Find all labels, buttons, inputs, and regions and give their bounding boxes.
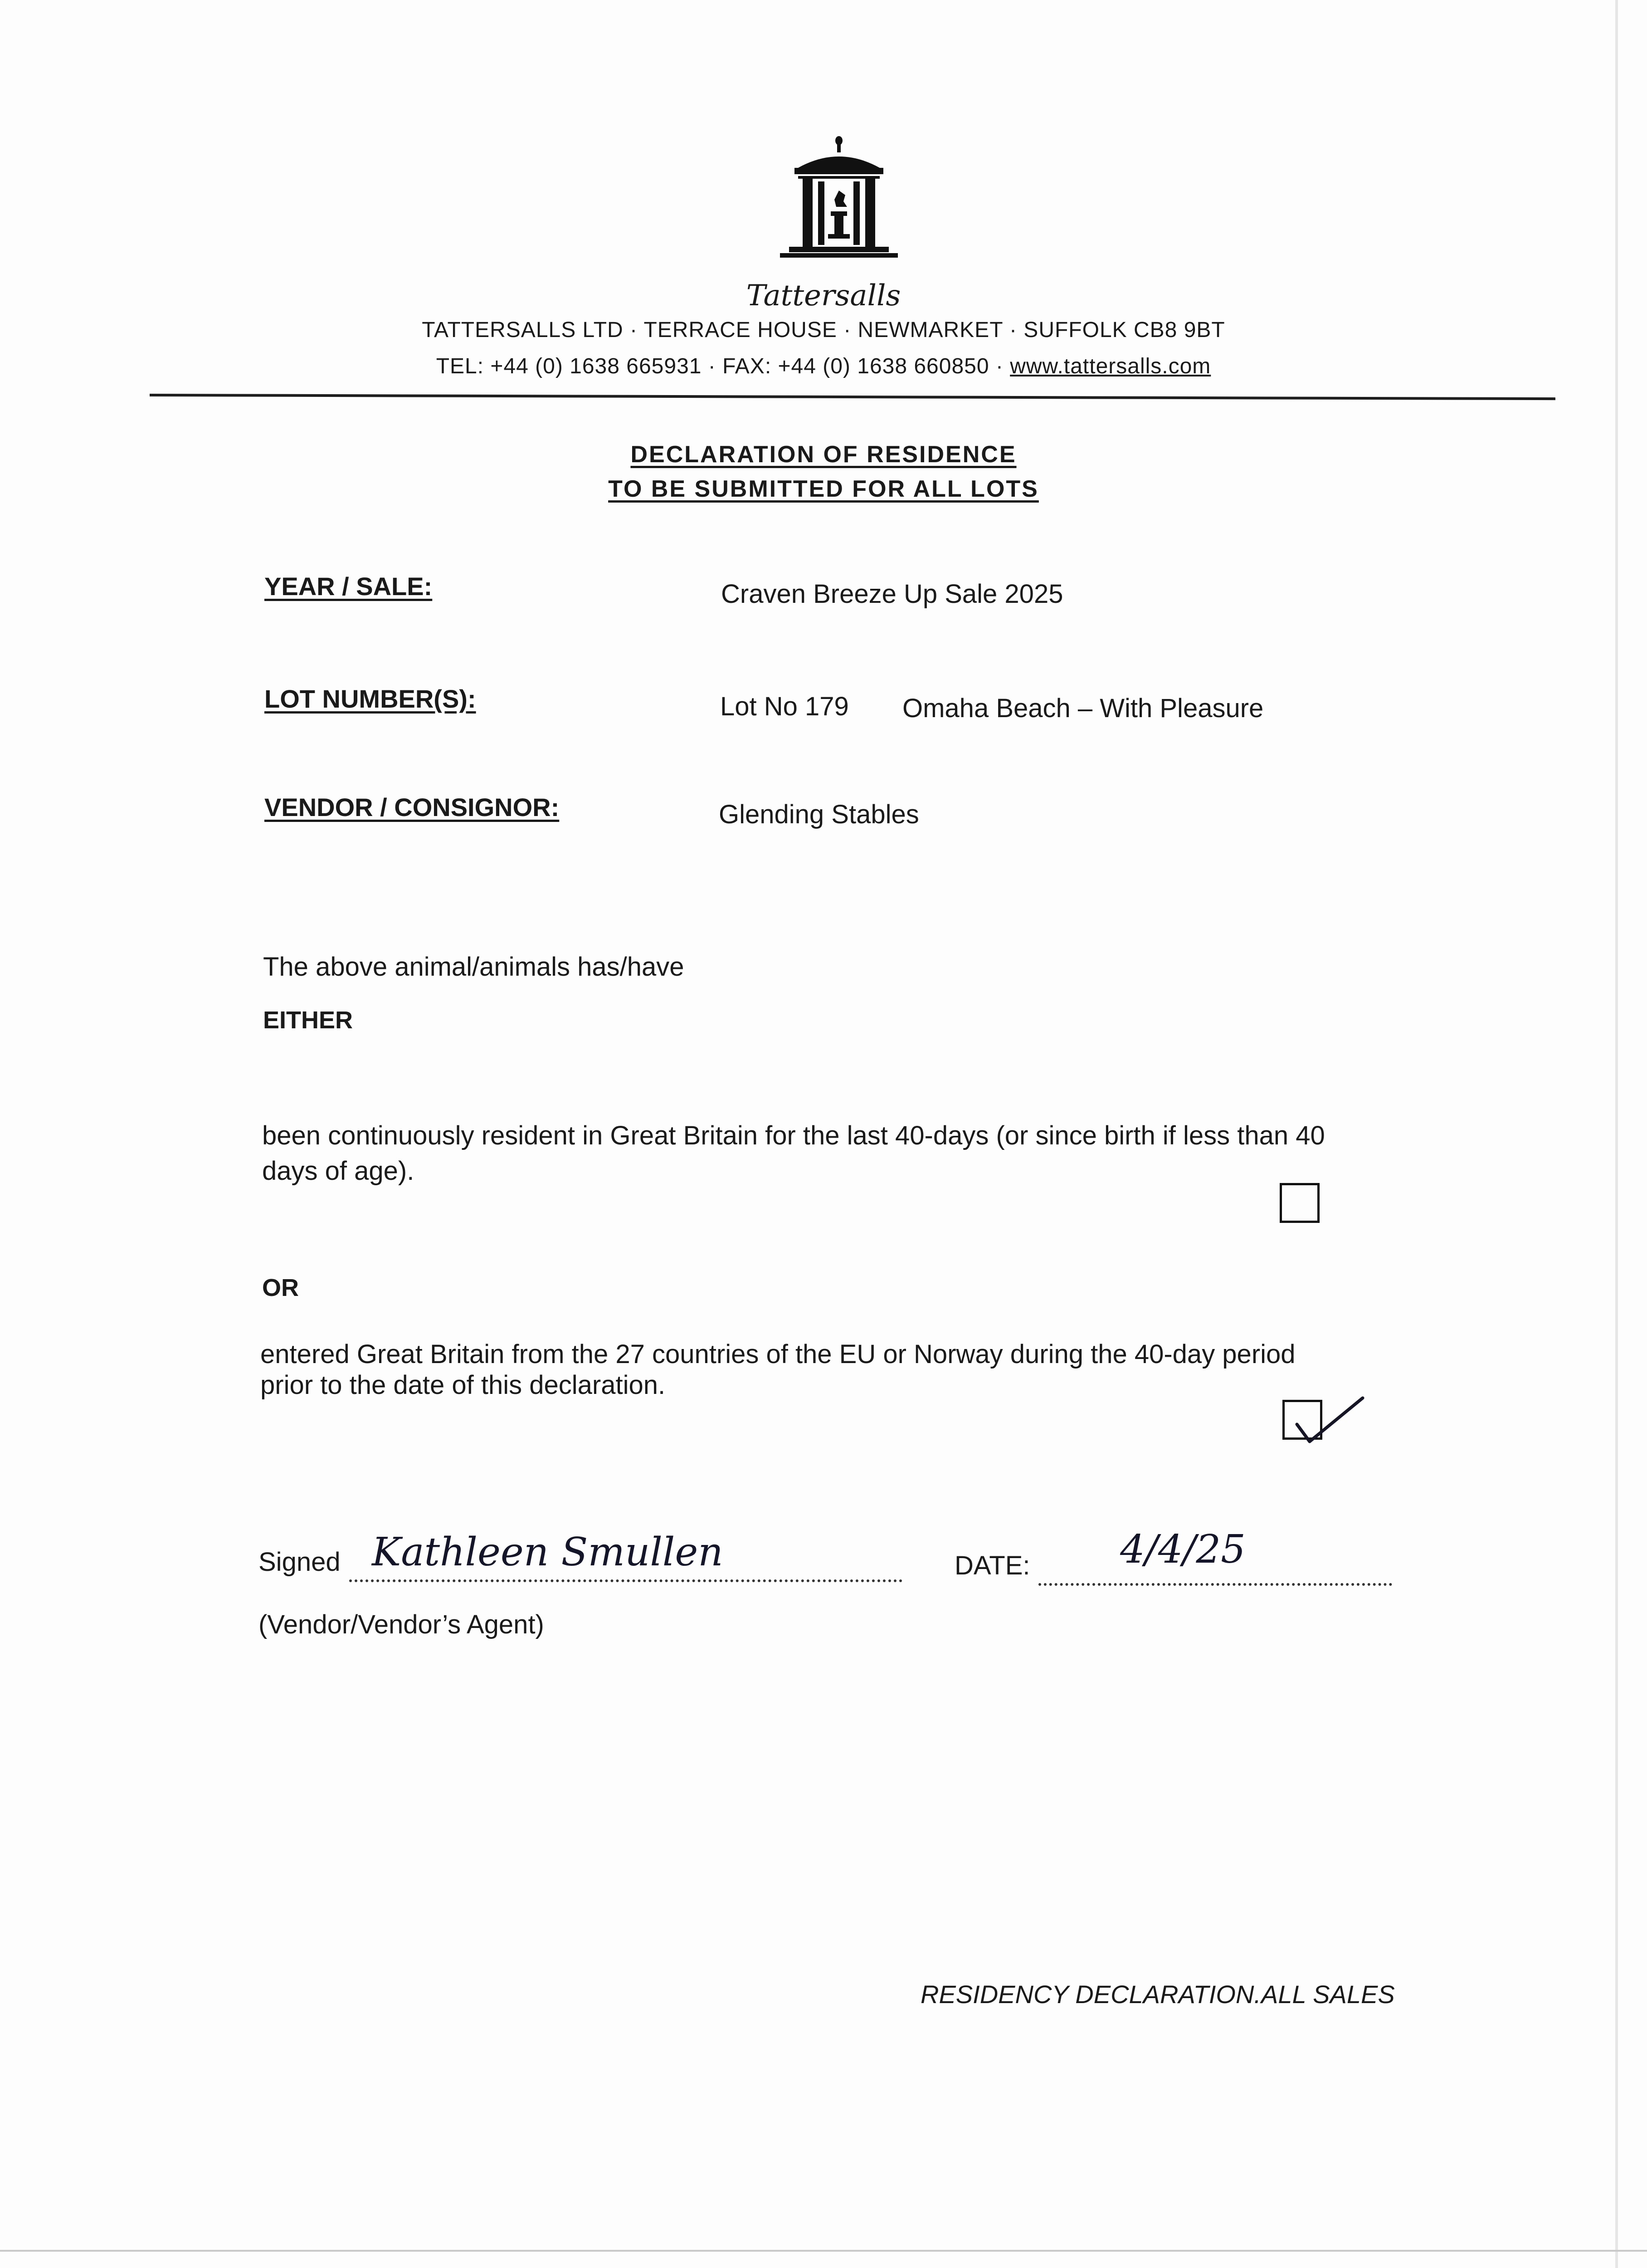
contact-phone-fax: TEL: +44 (0) 1638 665931 · FAX: +44 (0) 1638 660850 ·: [436, 354, 1010, 378]
header-divider: [150, 394, 1555, 400]
declaration-intro: The above animal/animals has/have: [263, 952, 684, 982]
form-subtitle: TO BE SUBMITTED FOR ALL LOTS: [608, 476, 1039, 502]
signer-role: (Vendor/Vendor’s Agent): [258, 1610, 544, 1639]
option1-text-line2: days of age).: [262, 1156, 414, 1186]
form-title: DECLARATION OF RESIDENCE: [630, 441, 1017, 468]
vendor-consignor-label: VENDOR / CONSIGNOR:: [264, 793, 560, 821]
option1-text-line1: been continuously resident in Great Britain for the last 40-days (or since birth if less than 40: [262, 1121, 1325, 1150]
year-sale-value: Craven Breeze Up Sale 2025: [721, 579, 1063, 609]
option2-text-line2: prior to the date of this declaration.: [260, 1370, 666, 1400]
lot-number-value: Lot No 179: [720, 692, 849, 721]
or-heading: OR: [262, 1274, 299, 1301]
tattersalls-rotunda-logo: [771, 132, 907, 281]
handwritten-signature: Kathleen Smullen: [372, 1530, 723, 1575]
either-heading: EITHER: [263, 1007, 353, 1034]
option1-checkbox[interactable]: [1280, 1183, 1320, 1223]
vendor-consignor-value: Glending Stables: [719, 800, 919, 829]
lot-number-label: LOT NUMBER(S):: [264, 684, 476, 713]
brand-name: Tattersalls: [746, 279, 901, 313]
scan-edge-bottom: [0, 2250, 1647, 2252]
year-sale-label: YEAR / SALE:: [264, 572, 433, 601]
company-contact: [0, 354, 1647, 379]
option2-text-line1: entered Great Britain from the 27 countries of the EU or Norway during the 40-day period: [260, 1339, 1296, 1369]
option2-handwritten-tick: [1288, 1388, 1369, 1452]
handwritten-date: 4/4/25: [1120, 1527, 1246, 1572]
company-address: TATTERSALLS LTD · TERRACE HOUSE · NEWMARKET · SUFFOLK CB8 9BT: [422, 318, 1225, 342]
lot-horse-pedigree: Omaha Beach – With Pleasure: [902, 694, 1264, 723]
signed-label: Signed: [258, 1547, 341, 1577]
date-label: DATE:: [955, 1551, 1030, 1580]
website-link[interactable]: www.tattersalls.com: [1010, 354, 1211, 378]
form-code-footer: RESIDENCY DECLARATION.ALL SALES: [921, 1980, 1395, 2009]
